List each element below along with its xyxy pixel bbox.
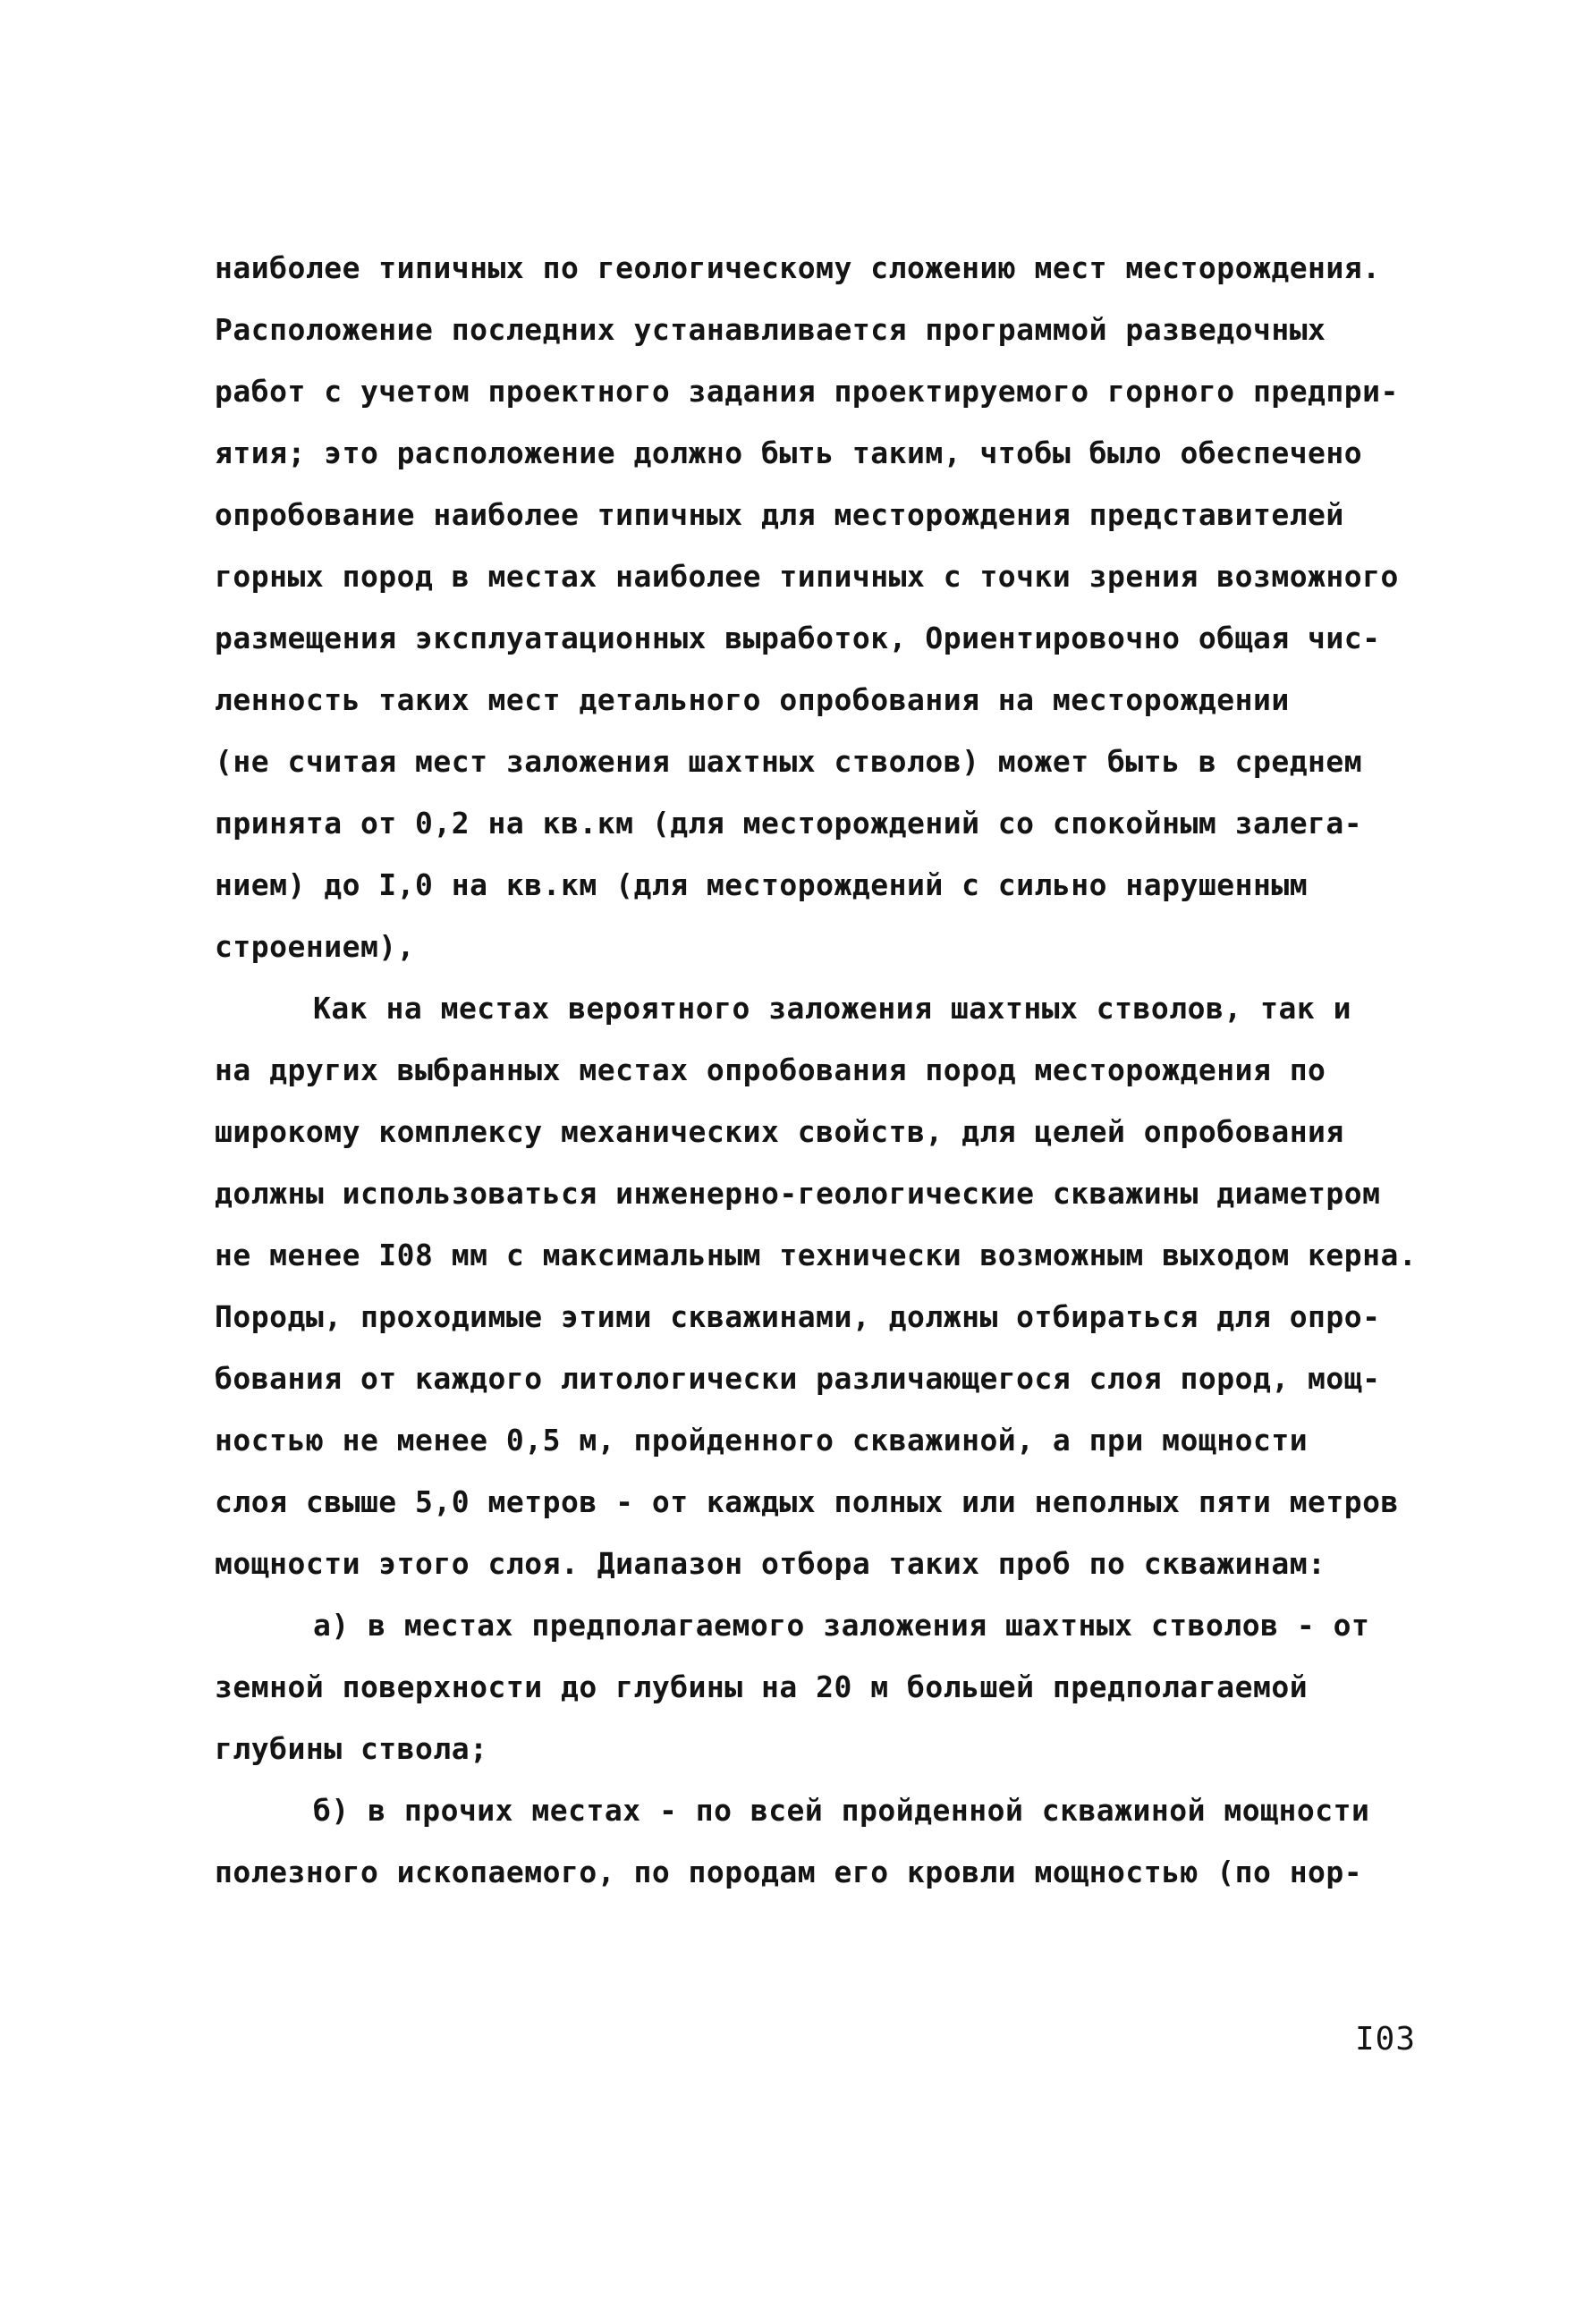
text-line: Породы, проходимые этими скважинами, должны отбираться для опро- xyxy=(215,1299,1381,1334)
text-line: Как на местах вероятного заложения шахтных стволов, так и xyxy=(313,991,1351,1026)
text-line: ленность таких мест детального опробования на месторождении xyxy=(215,682,1290,717)
text-line: наиболее типичных по геологическому сложению мест месторождения. xyxy=(215,250,1381,285)
text-line: слоя свыше 5,0 метров - от каждых полных или неполных пяти метров xyxy=(215,1484,1399,1519)
list-item-b: б) в прочих местах - по всей пройденной скважиной мощности xyxy=(313,1793,1370,1828)
text-line: работ с учетом проектного задания проектируемого горного предпри- xyxy=(215,374,1399,409)
text-line: полезного ископаемого, по породам его кровли мощностью (по нор- xyxy=(215,1855,1363,1889)
text-line: ятия; это расположение должно быть таким, чтобы было обеспечено xyxy=(215,435,1363,470)
text-line: на других выбранных местах опробования пород месторождения по xyxy=(215,1052,1326,1087)
text-line: глубины ствола; xyxy=(215,1731,488,1766)
text-line: опробование наиболее типичных для месторождения представителей xyxy=(215,497,1344,532)
text-line: размещения эксплуатационных выработок, Ориентировочно общая чис- xyxy=(215,621,1381,655)
text-line: бования от каждого литологически различающегося слоя пород, мощ- xyxy=(215,1361,1381,1396)
text-line: мощности этого слоя. Диапазон отбора таких проб по скважинам: xyxy=(215,1546,1326,1581)
text-line: нием) до I,0 на кв.км (для месторождений с сильно нарушенным xyxy=(215,867,1309,902)
text-line: широкому комплексу механических свойств, для целей опробования xyxy=(215,1114,1344,1149)
text-line: принята от 0,2 на кв.км (для месторождений со спокойным залега- xyxy=(215,806,1363,841)
text-line: ностью не менее 0,5 м, пройденного скважиной, а при мощности xyxy=(215,1423,1309,1458)
list-item-a: а) в местах предполагаемого заложения шахтных стволов - от xyxy=(313,1608,1370,1643)
text-line: строением), xyxy=(215,929,416,964)
text-line: земной поверхности до глубины на 20 м большей предполагаемой xyxy=(215,1669,1309,1704)
text-line: горных пород в местах наиболее типичных с точки зрения возможного xyxy=(215,559,1399,594)
page-number: I03 xyxy=(1355,2021,1417,2058)
text-line: Расположение последних устанавливается программой разведочных xyxy=(215,312,1326,347)
text-line: не менее I08 мм с максимальным технически возможным выходом керна. xyxy=(215,1238,1418,1272)
text-line: должны использоваться инженерно-геологические скважины диаметром xyxy=(215,1176,1381,1211)
text-line: (не считая мест заложения шахтных стволов) может быть в среднем xyxy=(215,744,1363,779)
